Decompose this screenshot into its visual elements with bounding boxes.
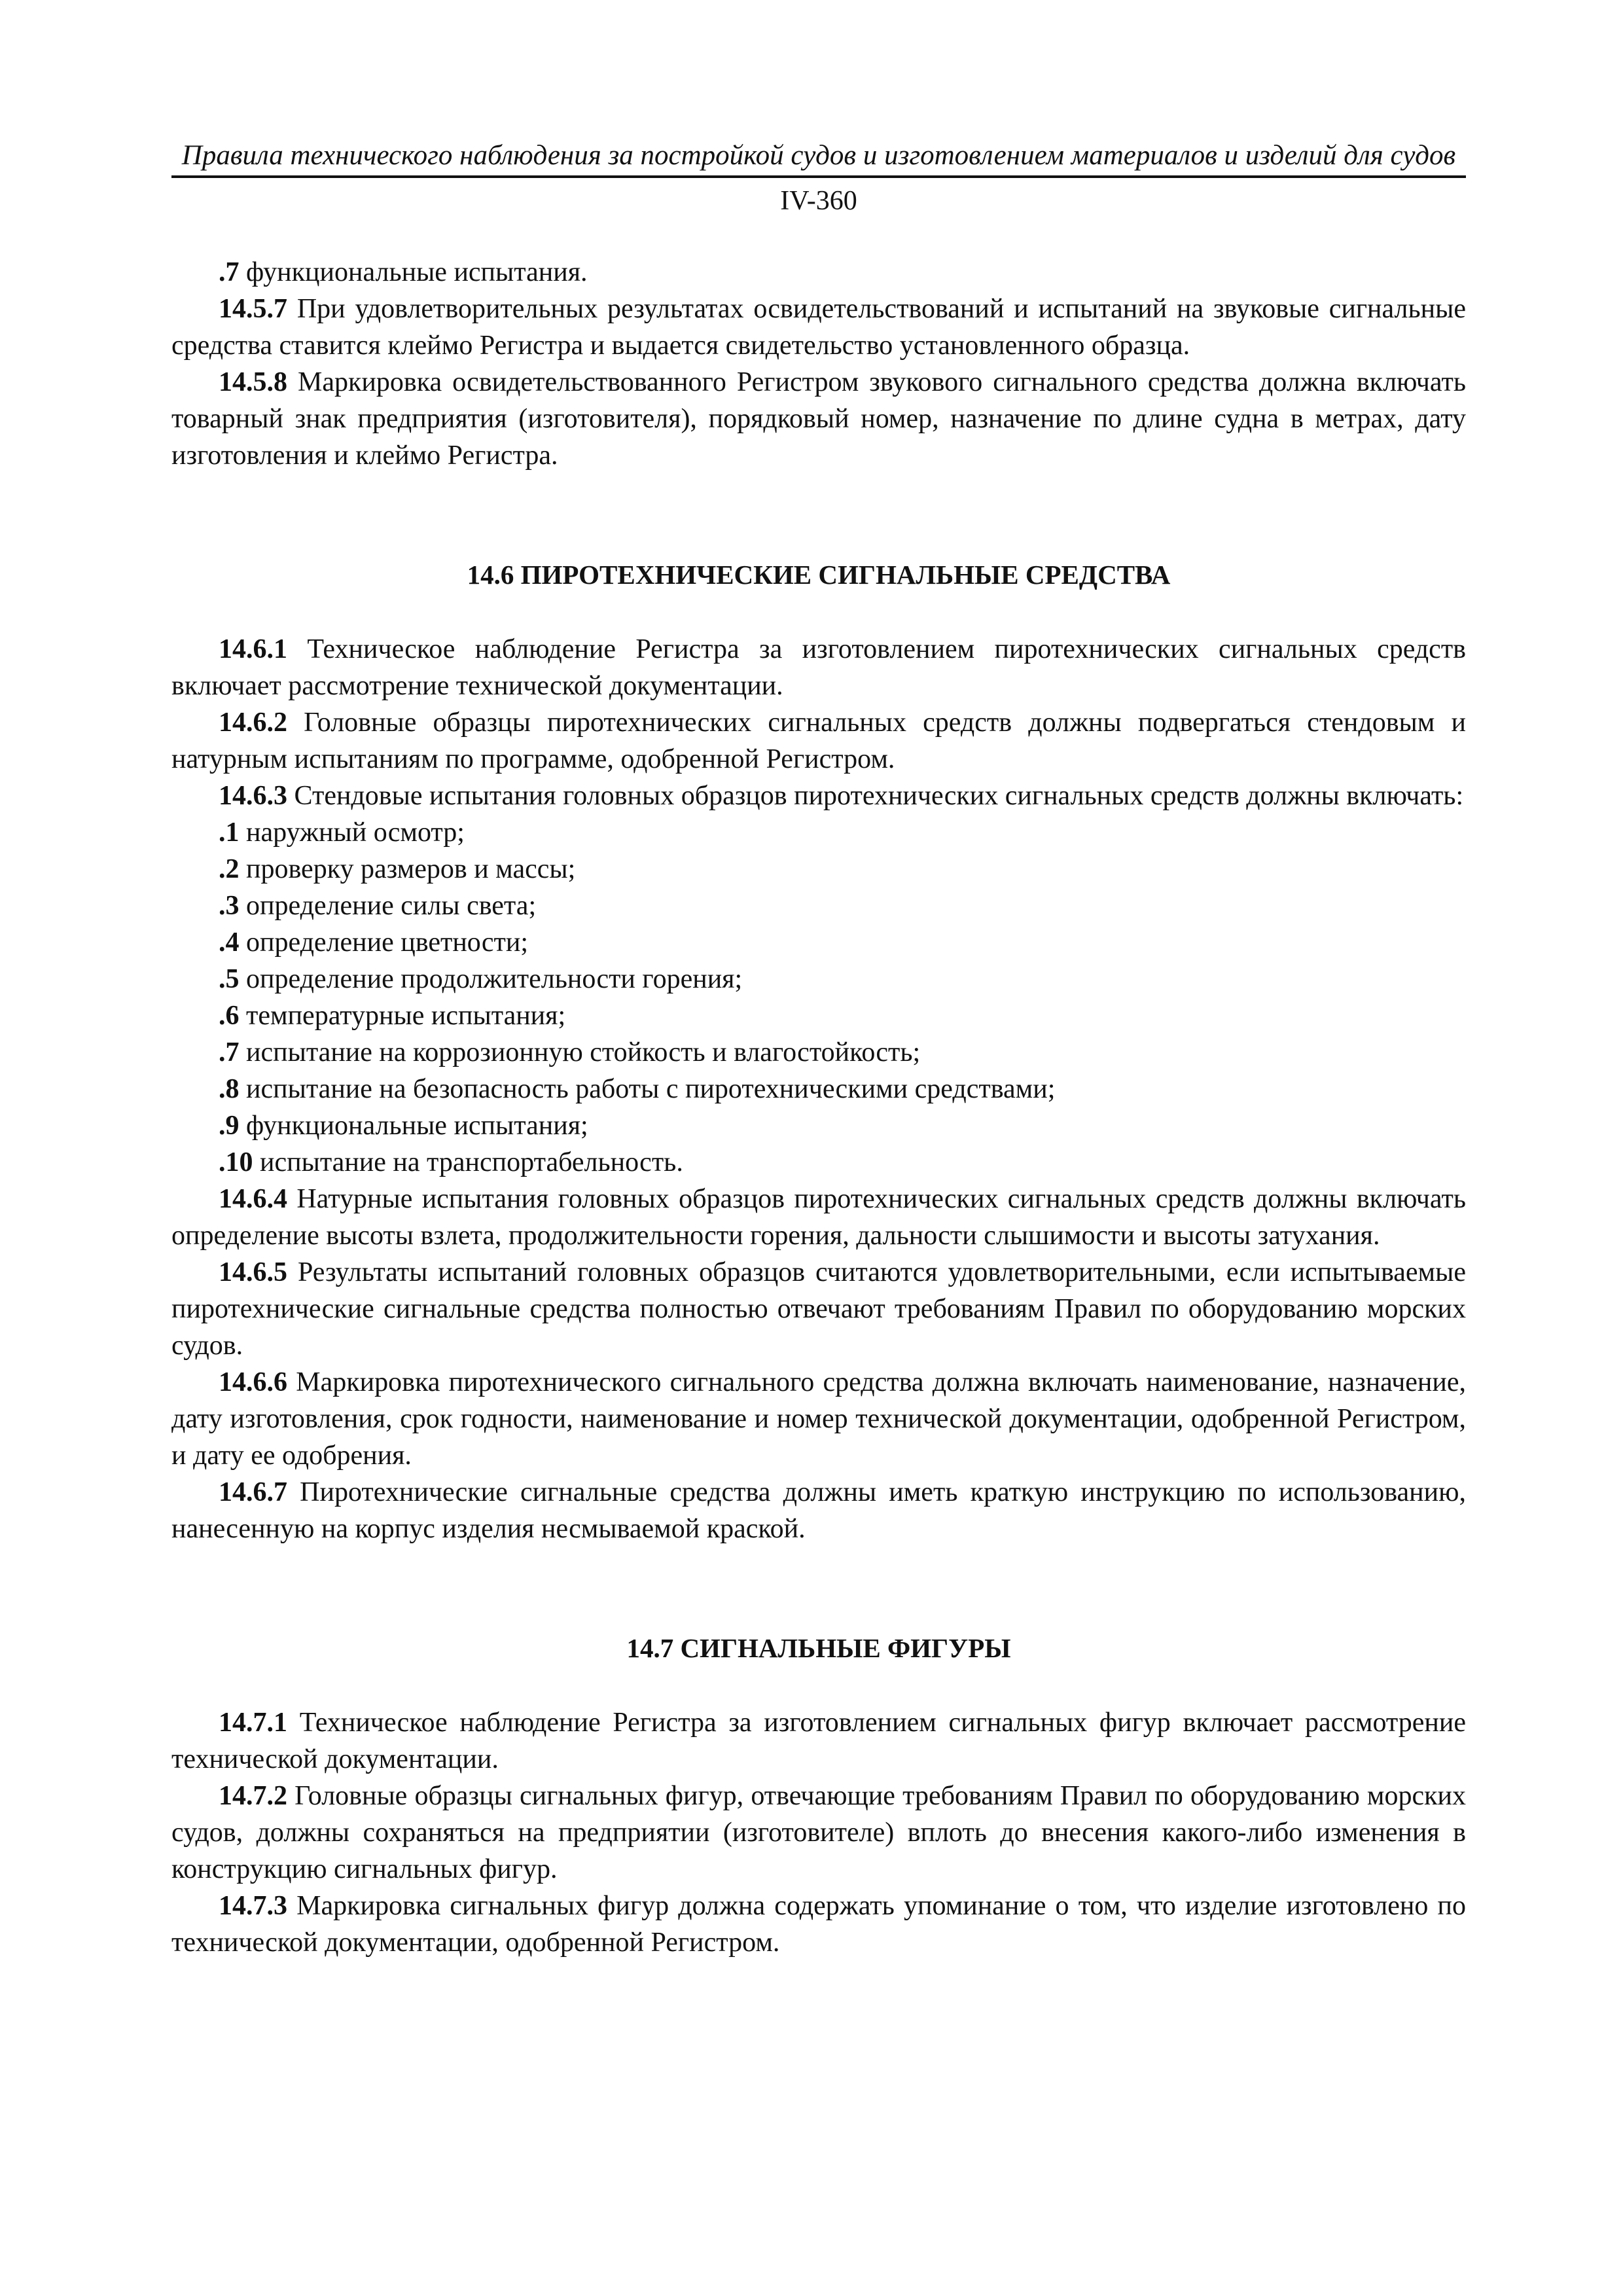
- page-content: [171, 254, 1466, 1961]
- paragraph-number: 14.6.4: [219, 1184, 287, 1214]
- list-item: [171, 1144, 1466, 1181]
- paragraph-text: Пиротехнические сигнальные средства должны иметь краткую инструкцию по использованию, нанесенную на корпус изделия несмываемой краской.: [171, 1477, 1466, 1544]
- paragraph-number: 14.5.7: [219, 294, 287, 324]
- item-text: определение продолжительности горения;: [239, 964, 743, 994]
- paragraph: [171, 1181, 1466, 1254]
- paragraph: [171, 704, 1466, 778]
- list-item: [171, 254, 1466, 291]
- page-number: IV-360: [780, 186, 857, 216]
- running-header: Правила технического наблюдения за постройкой судов и изготовлением материалов и изделий для судов: [181, 140, 1456, 171]
- paragraph-text: Головные образцы сигнальных фигур, отвечающие требованиям Правил по оборудованию морских судов, должны сохраняться на предприятии (изготовителе) вплоть до внесения какого-либо изменения в конструкцию сигнальных фигур.: [171, 1781, 1466, 1884]
- list-item: [171, 851, 1466, 888]
- item-number: .3: [219, 891, 240, 921]
- paragraph-text: Результаты испытаний головных образцов считаются удовлетворительными, если испытываемые пиротехнические сигнальные средства полностью отвечают требованиям Правил по оборудованию морских судов.: [171, 1257, 1466, 1361]
- section-title-14-6: 14.6 ПИРОТЕХНИЧЕСКИЕ СИГНАЛЬНЫЕ СРЕДСТВА: [467, 560, 1171, 590]
- paragraph-number: 14.7.3: [219, 1891, 287, 1921]
- item-text: испытание на транспортабельность.: [253, 1147, 683, 1177]
- list-item: [171, 997, 1466, 1034]
- list-item: [171, 961, 1466, 997]
- paragraph-text: При удовлетворительных результатах освидетельствований и испытаний на звуковые сигнальные средства ставится клеймо Регистра и выдается свидетельство установленного образца.: [171, 294, 1466, 361]
- paragraph-text: Техническое наблюдение Регистра за изготовлением пиротехнических сигнальных средств включает рассмотрение технической документации.: [171, 634, 1466, 701]
- item-number: .7: [219, 257, 240, 287]
- item-text: определение силы света;: [239, 891, 537, 921]
- paragraph: [171, 1778, 1466, 1888]
- item-text: наружный осмотр;: [239, 817, 465, 848]
- list-item: [171, 1071, 1466, 1107]
- list-item: [171, 814, 1466, 851]
- list-item: [171, 1107, 1466, 1144]
- paragraph-text: Натурные испытания головных образцов пиротехнических сигнальных средств должны включать определение высоты взлета, продолжительности горения, дальности слышимости и высоты затухания.: [171, 1184, 1466, 1251]
- paragraph-text: Маркировка освидетельствованного Регистром звукового сигнального средства должна включать товарный знак предприятия (изготовителя), порядковый номер, назначение по длине судна в метрах, дату изготовления и клеймо Регистра.: [171, 367, 1466, 471]
- item-number: .10: [219, 1147, 253, 1177]
- paragraph-number: 14.7.1: [219, 1708, 287, 1738]
- paragraph-text: Стендовые испытания головных образцов пиротехнических сигнальных средств должны включать:: [287, 781, 1464, 811]
- list-item: [171, 924, 1466, 961]
- list-item: [171, 888, 1466, 924]
- paragraph: [171, 1254, 1466, 1364]
- item-text: температурные испытания;: [239, 1001, 566, 1031]
- item-number: .1: [219, 817, 240, 848]
- paragraph-text: Маркировка пиротехнического сигнального средства должна включать наименование, назначение, дату изготовления, срок годности, наименование и номер технической документации, одобренной Регистром, и дату ее одобрения.: [171, 1367, 1466, 1471]
- paragraph-number: 14.5.8: [219, 367, 287, 397]
- item-text: функциональные испытания;: [239, 1111, 588, 1141]
- paragraph-number: 14.6.1: [219, 634, 287, 664]
- paragraph: [171, 1888, 1466, 1961]
- paragraph-text: Маркировка сигнальных фигур должна содержать упоминание о том, что изделие изготовлено по технической документации, одобренной Регистром.: [171, 1891, 1466, 1958]
- item-number: .2: [219, 854, 240, 884]
- paragraph: [171, 291, 1466, 364]
- header-rule: [171, 175, 1466, 178]
- paragraph: [171, 631, 1466, 704]
- item-text: испытание на безопасность работы с пиротехническими средствами;: [239, 1074, 1056, 1104]
- list-item: [171, 1034, 1466, 1071]
- item-number: .6: [219, 1001, 240, 1031]
- item-number: .7: [219, 1037, 240, 1067]
- paragraph: [171, 364, 1466, 474]
- paragraph-number: 14.7.2: [219, 1781, 287, 1811]
- paragraph: [171, 1704, 1466, 1778]
- paragraph-number: 14.6.7: [219, 1477, 287, 1507]
- paragraph-text: Техническое наблюдение Регистра за изготовлением сигнальных фигур включает рассмотрение технической документации.: [171, 1708, 1466, 1774]
- item-text: испытание на коррозионную стойкость и влагостойкость;: [239, 1037, 921, 1067]
- section-title-14-7: 14.7 СИГНАЛЬНЫЕ ФИГУРЫ: [626, 1633, 1011, 1663]
- paragraph-number: 14.6.5: [219, 1257, 287, 1287]
- item-text: определение цветности;: [239, 927, 528, 958]
- paragraph-number: 14.6.3: [219, 781, 287, 811]
- item-number: .4: [219, 927, 240, 958]
- item-text: проверку размеров и массы;: [239, 854, 576, 884]
- paragraph: [171, 1364, 1466, 1474]
- paragraph-text: Головные образцы пиротехнических сигнальных средств должны подвергаться стендовым и натурным испытаниям по программе, одобренной Регистром.: [171, 708, 1466, 774]
- item-number: .8: [219, 1074, 240, 1104]
- item-number: .9: [219, 1111, 240, 1141]
- paragraph-number: 14.6.6: [219, 1367, 287, 1397]
- paragraph: [171, 778, 1466, 814]
- paragraph: [171, 1474, 1466, 1547]
- item-number: .5: [219, 964, 240, 994]
- paragraph-number: 14.6.2: [219, 708, 287, 738]
- item-text: функциональные испытания.: [239, 257, 588, 287]
